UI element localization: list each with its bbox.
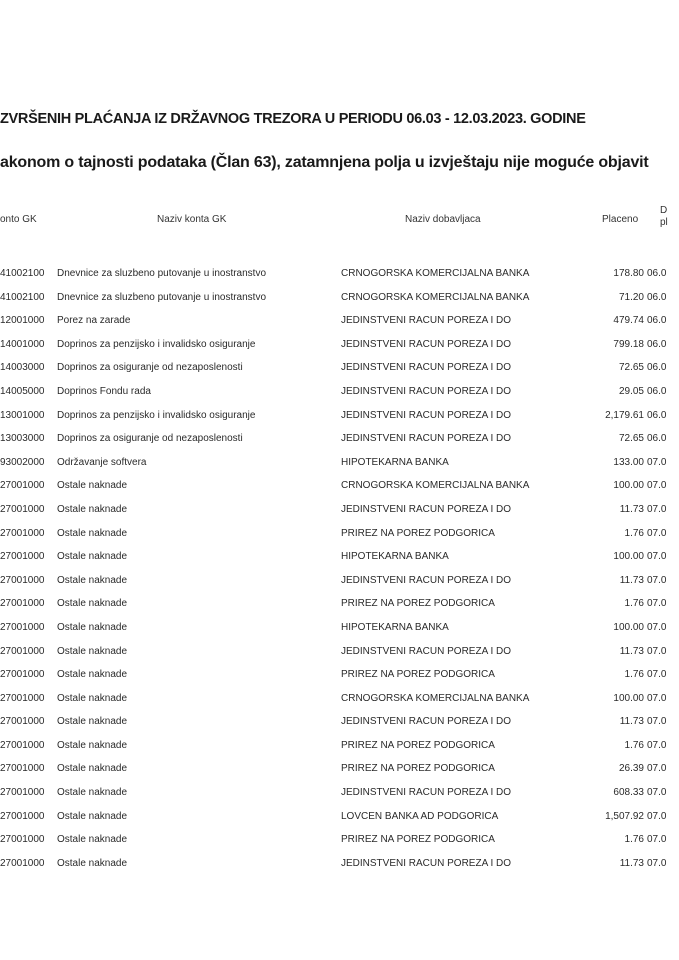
table-row	[0, 292, 679, 316]
cell-placeno: 11.73	[619, 574, 644, 586]
table-row	[0, 268, 679, 292]
cell-naziv-konta: Dnevnice za sluzbeno putovanje u inostranstvo	[57, 268, 267, 279]
cell-naziv-konta: Dnevnice za sluzbeno putovanje u inostranstvo	[57, 291, 267, 303]
cell-dobavljac: LOVCEN BANKA AD PODGORICA	[341, 810, 499, 822]
cell-naziv-konta: Ostale naknade	[57, 480, 128, 492]
cell-dobavljac: PRIREZ NA POREZ PODGORICA	[341, 527, 495, 539]
cell-konto: 13003000	[0, 433, 45, 445]
cell-konto: 27001000	[0, 787, 45, 799]
table-row	[0, 457, 679, 481]
cell-naziv-konta: Ostale naknade	[57, 503, 128, 515]
cell-placeno: 1,507.92	[605, 810, 644, 822]
cell-naziv-konta: Ostale naknade	[57, 598, 128, 610]
table-row	[0, 646, 679, 670]
cell-konto: 14003000	[0, 362, 45, 374]
cell-placeno: 72.65	[618, 433, 644, 445]
column-header-datum-line2: pl	[660, 217, 668, 228]
cell-naziv-konta: Ostale naknade	[57, 763, 128, 775]
cell-placeno: 1.76	[624, 527, 644, 539]
cell-naziv-konta: Doprinos za osiguranje od nezaposlenosti	[57, 362, 243, 374]
cell-placeno: 1.76	[624, 669, 644, 681]
cell-datum: 06.0	[647, 268, 667, 279]
cell-datum: 07.0	[647, 598, 667, 610]
cell-dobavljac: PRIREZ NA POREZ PODGORICA	[341, 598, 495, 610]
cell-konto: 93002000	[0, 456, 45, 468]
table-row	[0, 598, 679, 622]
cell-placeno: 133.00	[613, 456, 644, 468]
column-header-naziv-konta: Naziv konta GK	[157, 214, 227, 225]
cell-placeno: 29.05	[618, 385, 644, 397]
cell-placeno: 100.00	[613, 692, 644, 704]
table-row	[0, 858, 679, 882]
cell-dobavljac: HIPOTEKARNA BANKA	[341, 551, 449, 563]
cell-konto: 27001000	[0, 480, 45, 492]
cell-placeno: 11.73	[619, 503, 644, 515]
cell-datum: 07.0	[647, 527, 667, 539]
cell-dobavljac: PRIREZ NA POREZ PODGORICA	[341, 669, 495, 681]
table-row	[0, 362, 679, 386]
cell-konto: 12001000	[0, 315, 45, 327]
table-row	[0, 669, 679, 693]
cell-konto: 27001000	[0, 574, 45, 586]
table-row	[0, 716, 679, 740]
cell-datum: 07.0	[647, 574, 667, 586]
table-row	[0, 834, 679, 858]
cell-naziv-konta: Ostale naknade	[57, 645, 128, 657]
cell-placeno: 71.20	[618, 291, 644, 303]
cell-datum: 06.0	[647, 291, 667, 303]
cell-dobavljac: HIPOTEKARNA BANKA	[341, 456, 449, 468]
cell-konto: 27001000	[0, 598, 45, 610]
cell-konto: 13001000	[0, 409, 45, 421]
cell-dobavljac: CRNOGORSKA KOMERCIJALNA BANKA	[341, 291, 530, 303]
cell-datum: 06.0	[647, 409, 667, 421]
table-row	[0, 622, 679, 646]
table-row	[0, 386, 679, 410]
cell-dobavljac: JEDINSTVENI RACUN POREZA I DO	[341, 857, 512, 869]
cell-naziv-konta: Ostale naknade	[57, 810, 128, 822]
cell-naziv-konta: Ostale naknade	[57, 716, 128, 728]
table-row	[0, 504, 679, 528]
cell-placeno: 608.33	[613, 787, 644, 799]
cell-placeno: 1.76	[624, 598, 644, 610]
cell-dobavljac: JEDINSTVENI RACUN POREZA I DO	[341, 503, 512, 515]
cell-datum: 07.0	[647, 621, 667, 633]
cell-datum: 06.0	[647, 338, 667, 350]
cell-konto: 27001000	[0, 763, 45, 775]
cell-naziv-konta: Doprinos za penzijsko i invalidsko osiguranje	[57, 338, 256, 350]
cell-dobavljac: JEDINSTVENI RACUN POREZA I DO	[341, 385, 512, 397]
cell-datum: 06.0	[647, 315, 667, 327]
cell-datum: 07.0	[647, 692, 667, 704]
cell-dobavljac: JEDINSTVENI RACUN POREZA I DO	[341, 338, 512, 350]
cell-datum: 06.0	[647, 385, 667, 397]
column-header-datum-line1: D	[660, 205, 668, 216]
cell-datum: 07.0	[647, 480, 667, 492]
cell-naziv-konta: Doprinos Fondu rada	[57, 385, 151, 397]
cell-dobavljac: JEDINSTVENI RACUN POREZA I DO	[341, 362, 512, 374]
cell-naziv-konta: Porez na zarade	[57, 315, 131, 327]
table-row	[0, 551, 679, 575]
table-row	[0, 811, 679, 835]
cell-konto: 27001000	[0, 810, 45, 822]
cell-placeno: 100.00	[613, 480, 644, 492]
cell-placeno: 11.73	[619, 716, 644, 728]
cell-naziv-konta: Ostale naknade	[57, 692, 128, 704]
table-row	[0, 433, 679, 457]
cell-placeno: 100.00	[613, 551, 644, 563]
cell-dobavljac: CRNOGORSKA KOMERCIJALNA BANKA	[341, 692, 530, 704]
cell-dobavljac: PRIREZ NA POREZ PODGORICA	[341, 739, 495, 751]
cell-konto: 14001000	[0, 338, 45, 350]
report-title: ZVRŠENIH PLAĆANJA IZ DRŽAVNOG TREZORA U PERIODU 06.03 - 12.03.2023. GODINE	[0, 111, 586, 127]
cell-placeno: 479.74	[613, 315, 644, 327]
secrecy-notice: akonom o tajnosti podataka (Član 63), zatamnjena polja u izvještaju nije moguće objavit	[0, 154, 649, 171]
cell-placeno: 178.80	[613, 268, 644, 279]
cell-dobavljac: JEDINSTVENI RACUN POREZA I DO	[341, 409, 512, 421]
cell-dobavljac: JEDINSTVENI RACUN POREZA I DO	[341, 645, 512, 657]
cell-naziv-konta: Ostale naknade	[57, 527, 128, 539]
cell-datum: 07.0	[647, 503, 667, 515]
cell-konto: 27001000	[0, 834, 45, 846]
cell-dobavljac: JEDINSTVENI RACUN POREZA I DO	[341, 716, 512, 728]
column-header-konto: onto GK	[0, 214, 37, 225]
cell-datum: 07.0	[647, 739, 667, 751]
cell-datum: 06.0	[647, 433, 667, 445]
table-row	[0, 480, 679, 504]
cell-datum: 06.0	[647, 362, 667, 374]
cell-datum: 07.0	[647, 456, 667, 468]
table-row	[0, 410, 679, 434]
column-header-dobavljac: Naziv dobavljaca	[405, 214, 481, 225]
cell-datum: 07.0	[647, 669, 667, 681]
cell-konto: 27001000	[0, 645, 45, 657]
cell-konto: 27001000	[0, 857, 45, 869]
cell-naziv-konta: Ostale naknade	[57, 834, 128, 846]
cell-naziv-konta: Ostale naknade	[57, 857, 128, 869]
cell-dobavljac: PRIREZ NA POREZ PODGORICA	[341, 763, 495, 775]
cell-dobavljac: HIPOTEKARNA BANKA	[341, 621, 449, 633]
cell-naziv-konta: Ostale naknade	[57, 739, 128, 751]
cell-konto: 27001000	[0, 716, 45, 728]
payments-table-body	[0, 268, 679, 881]
cell-dobavljac: JEDINSTVENI RACUN POREZA I DO	[341, 433, 512, 445]
table-row	[0, 339, 679, 363]
cell-dobavljac: JEDINSTVENI RACUN POREZA I DO	[341, 787, 512, 799]
cell-datum: 07.0	[647, 645, 667, 657]
cell-placeno: 799.18	[613, 338, 644, 350]
table-row	[0, 787, 679, 811]
column-header-datum	[660, 205, 668, 229]
cell-datum: 07.0	[647, 834, 667, 846]
cell-konto: 27001000	[0, 739, 45, 751]
cell-konto: 27001000	[0, 551, 45, 563]
cell-konto: 41002100	[0, 268, 45, 279]
cell-placeno: 72.65	[618, 362, 644, 374]
cell-naziv-konta: Ostale naknade	[57, 621, 128, 633]
table-row	[0, 575, 679, 599]
cell-konto: 14005000	[0, 385, 45, 397]
cell-placeno: 11.73	[619, 645, 644, 657]
table-row	[0, 763, 679, 787]
table-row	[0, 693, 679, 717]
cell-placeno: 11.73	[619, 857, 644, 869]
table-row	[0, 740, 679, 764]
cell-konto: 27001000	[0, 692, 45, 704]
cell-datum: 07.0	[647, 716, 667, 728]
cell-naziv-konta: Ostale naknade	[57, 574, 128, 586]
cell-datum: 07.0	[647, 551, 667, 563]
cell-dobavljac: JEDINSTVENI RACUN POREZA I DO	[341, 315, 512, 327]
cell-konto: 27001000	[0, 527, 45, 539]
cell-dobavljac: CRNOGORSKA KOMERCIJALNA BANKA	[341, 268, 530, 279]
cell-konto: 27001000	[0, 503, 45, 515]
cell-dobavljac: PRIREZ NA POREZ PODGORICA	[341, 834, 495, 846]
cell-naziv-konta: Ostale naknade	[57, 669, 128, 681]
cell-placeno: 2,179.61	[605, 409, 644, 421]
cell-dobavljac: JEDINSTVENI RACUN POREZA I DO	[341, 574, 512, 586]
cell-placeno: 1.76	[624, 834, 644, 846]
cell-datum: 07.0	[647, 787, 667, 799]
table-row	[0, 315, 679, 339]
cell-naziv-konta: Ostale naknade	[57, 551, 128, 563]
cell-datum: 07.0	[647, 763, 667, 775]
cell-konto: 41002100	[0, 291, 45, 303]
cell-placeno: 26.39	[618, 763, 644, 775]
column-header-placeno: Placeno	[602, 214, 639, 225]
cell-placeno: 100.00	[613, 621, 644, 633]
cell-dobavljac: CRNOGORSKA KOMERCIJALNA BANKA	[341, 480, 530, 492]
cell-naziv-konta: Doprinos za penzijsko i invalidsko osiguranje	[57, 409, 256, 421]
cell-konto: 27001000	[0, 621, 45, 633]
cell-placeno: 1.76	[624, 739, 644, 751]
cell-konto: 27001000	[0, 669, 45, 681]
cell-naziv-konta: Ostale naknade	[57, 787, 128, 799]
cell-datum: 07.0	[647, 857, 667, 869]
cell-naziv-konta: Doprinos za osiguranje od nezaposlenosti	[57, 433, 243, 445]
cell-datum: 07.0	[647, 810, 667, 822]
cell-naziv-konta: Održavanje softvera	[57, 456, 147, 468]
table-row	[0, 528, 679, 552]
